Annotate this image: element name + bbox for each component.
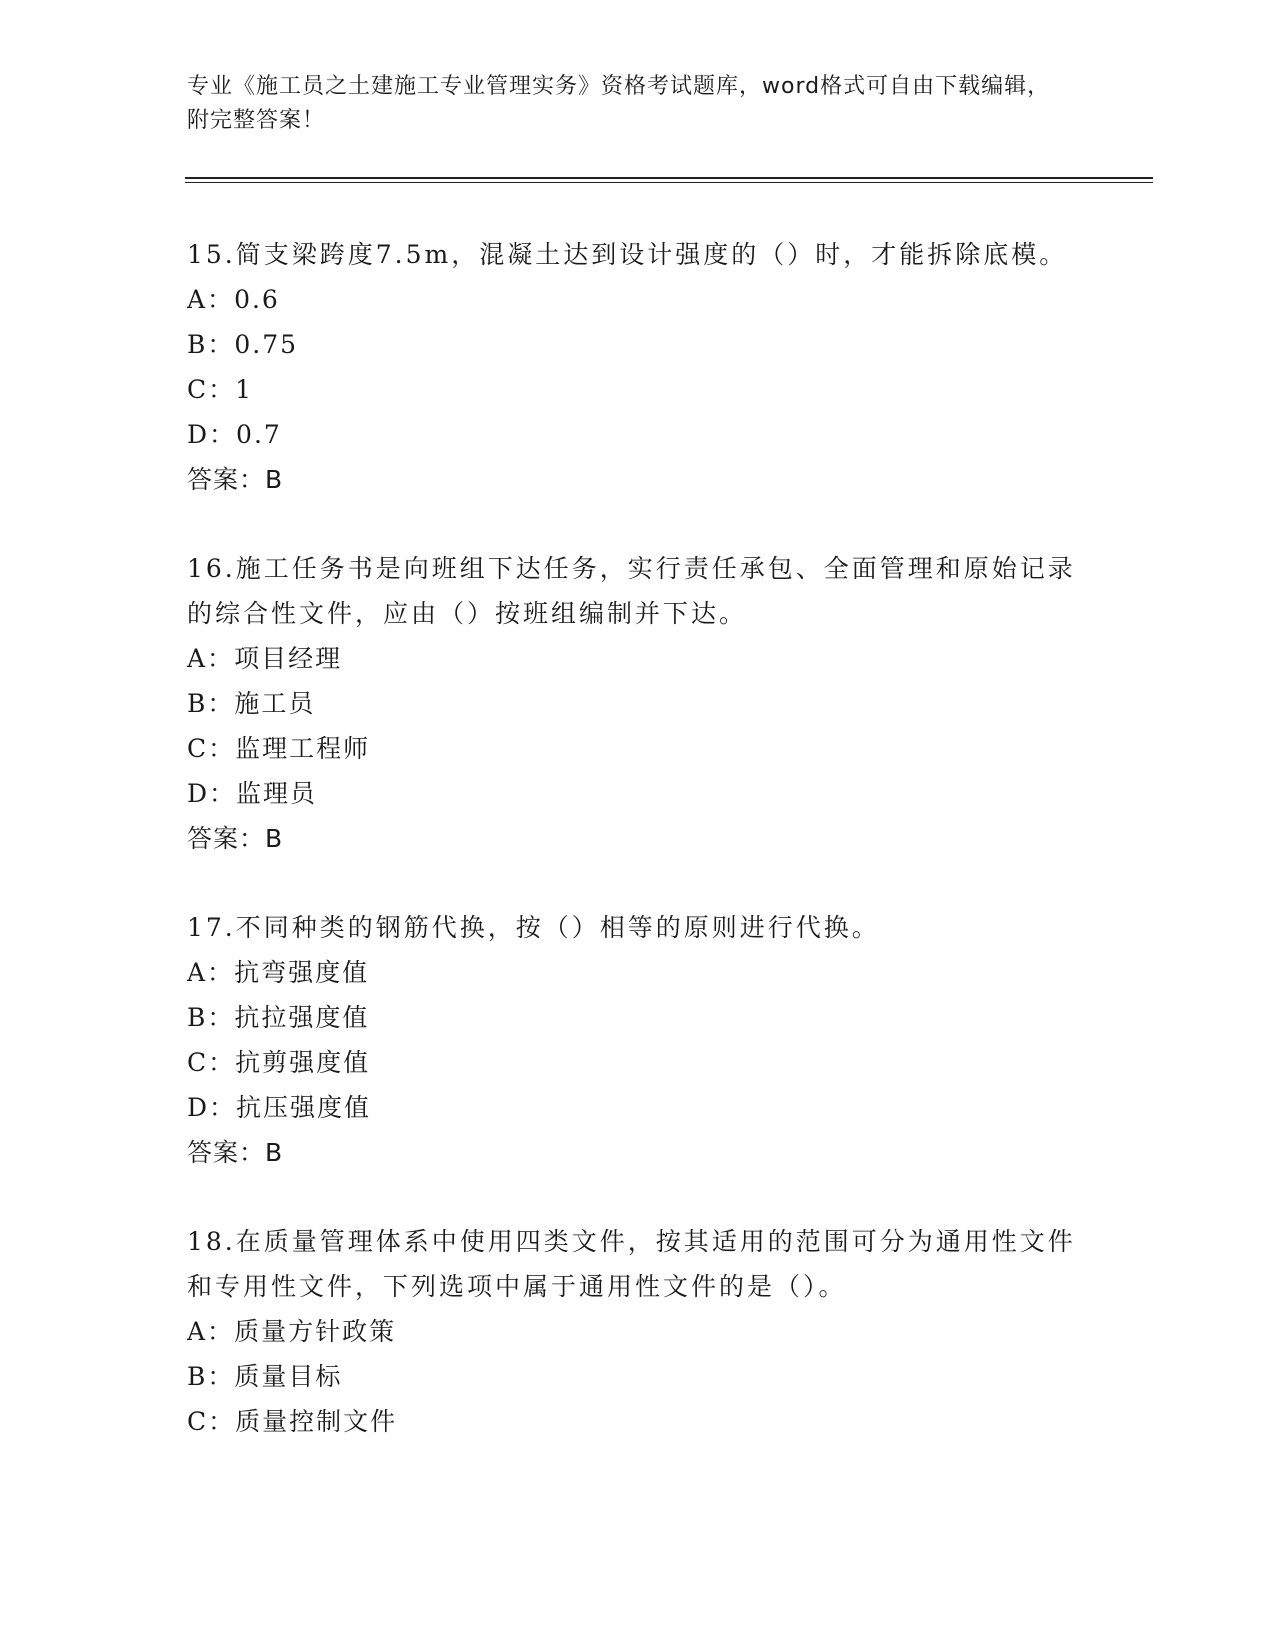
option-key: D： — [187, 420, 237, 449]
option-key: C： — [187, 1407, 236, 1436]
answer-line: 答案：B — [187, 465, 284, 494]
option-b — [187, 995, 1087, 1040]
option-value: 0.75 — [234, 330, 299, 359]
option-value: 质量控制文件 — [235, 1407, 398, 1436]
option-key: D： — [187, 779, 237, 808]
question-text: 17.不同种类的钢筋代换，按（）相等的原则进行代换。 — [187, 913, 880, 942]
option-key: D： — [187, 1093, 237, 1122]
option-key: B： — [187, 689, 235, 718]
option-key: C： — [187, 375, 236, 404]
option-value: 0.6 — [234, 285, 280, 314]
option-b — [187, 1354, 1087, 1399]
question-text: 16.施工任务书是向班组下达任务，实行责任承包、全面管理和原始记录的综合性文件，应由（）按班组编制并下达。 — [187, 554, 1076, 628]
option-key: C： — [187, 1048, 236, 1077]
question-16 — [187, 546, 1087, 861]
answer-line: 答案：B — [187, 824, 284, 853]
option-c — [187, 367, 1087, 412]
header-intro-text: 专业《施工员之土建施工专业管理实务》资格考试题库，word格式可自由下载编辑，附完整答案！ — [187, 74, 1051, 133]
option-key: A： — [187, 644, 235, 673]
option-value: 监理员 — [236, 779, 318, 808]
option-value: 抗弯强度值 — [234, 958, 370, 987]
option-b — [187, 681, 1087, 726]
question-18 — [187, 1219, 1087, 1444]
option-value: 质量方针政策 — [234, 1317, 397, 1346]
option-c — [187, 1399, 1087, 1444]
option-d — [187, 412, 1087, 457]
option-a — [187, 1309, 1087, 1354]
question-text: 18.在质量管理体系中使用四类文件，按其适用的范围可分为通用性文件和专用性文件，下列选项中属于通用性文件的是（）。 — [187, 1227, 1076, 1301]
option-d — [187, 771, 1087, 816]
option-b — [187, 322, 1087, 367]
answer-line: 答案：B — [187, 1138, 284, 1167]
header-divider-thick — [185, 177, 1153, 179]
option-value: 抗拉强度值 — [234, 1003, 370, 1032]
question-17 — [187, 905, 1087, 1175]
option-key: C： — [187, 734, 236, 763]
option-value: 项目经理 — [234, 644, 343, 673]
option-key: A： — [187, 1317, 235, 1346]
option-key: A： — [187, 958, 235, 987]
option-d — [187, 1085, 1087, 1130]
option-key: B： — [187, 330, 235, 359]
option-key: A： — [187, 285, 235, 314]
question-15 — [187, 232, 1087, 502]
option-a — [187, 277, 1087, 322]
option-value: 抗压强度值 — [236, 1093, 372, 1122]
question-list — [187, 232, 1087, 1488]
option-key: B： — [187, 1362, 235, 1391]
option-value: 监理工程师 — [235, 734, 371, 763]
option-a — [187, 636, 1087, 681]
option-value: 施工员 — [234, 689, 316, 718]
option-value: 0.7 — [236, 420, 282, 449]
option-value: 1 — [235, 375, 254, 404]
option-c — [187, 726, 1087, 771]
document-header — [187, 70, 1067, 138]
option-value: 抗剪强度值 — [235, 1048, 371, 1077]
header-divider-thin — [185, 182, 1153, 183]
question-text: 15.简支梁跨度7.5m，混凝土达到设计强度的（）时，才能拆除底模。 — [187, 240, 1068, 269]
option-a — [187, 950, 1087, 995]
option-c — [187, 1040, 1087, 1085]
option-value: 质量目标 — [234, 1362, 343, 1391]
option-key: B： — [187, 1003, 235, 1032]
